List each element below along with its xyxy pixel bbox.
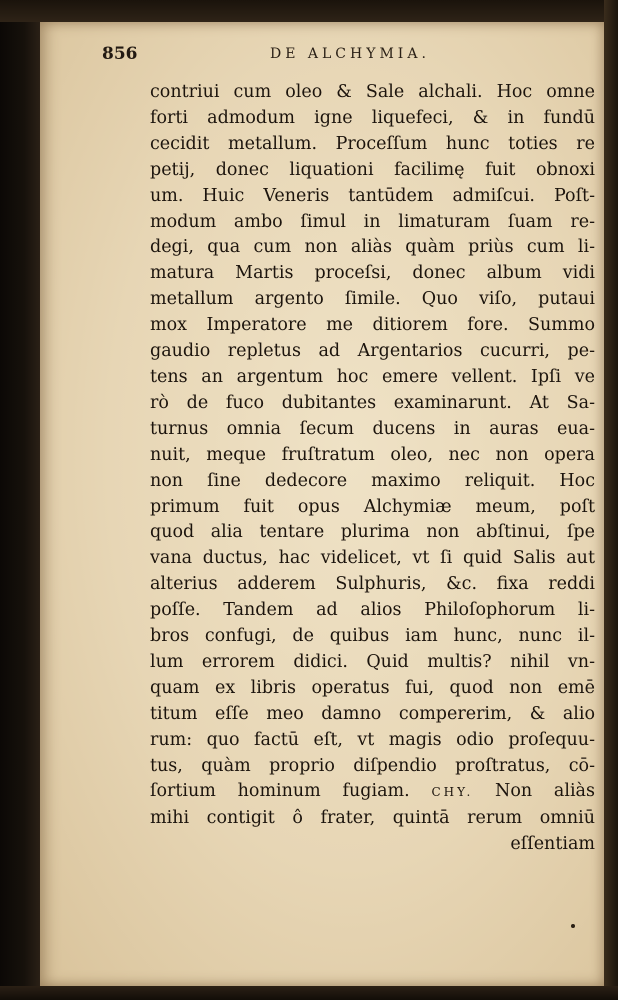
text-line: petij, donec liquationi facilimę fuit obnoxi: [150, 159, 595, 180]
text-line: um. Huic Veneris tantūdem admiſcui. Poſt-: [150, 185, 595, 206]
speaker-label: CHY.: [431, 785, 474, 800]
text-line: primum fuit opus Alchymiæ meum, poſt: [150, 496, 595, 517]
text-line: gaudio repletus ad Argentarios cucurri, pe-: [150, 341, 595, 362]
text-line: tus, quàm proprio diſpendio proſtratus, cō-: [150, 755, 595, 776]
text-line: turnus omnia ſecum ducens in auras eua-: [150, 418, 595, 439]
text-line: mox Imperatore me ditiorem fore. Summo: [150, 315, 595, 336]
text-line: matura Martis proceſsi, donec album vidi: [150, 263, 595, 284]
ink-dot: [571, 924, 575, 928]
text-line: bros confugi, de quibus iam hunc, nunc il-: [150, 626, 595, 647]
text-line: cecidit metallum. Proceſſum hunc toties re: [150, 133, 595, 154]
text-line: degi, qua cum non aliàs quàm priùs cum li-: [150, 237, 595, 258]
text-segment: ſortium hominum fugiam.: [150, 781, 410, 802]
scan-border-left: [0, 0, 40, 1000]
text-line: metallum argento ſimile. Quo viſo, putaui: [150, 289, 595, 310]
scan-border-top: [0, 0, 618, 22]
text-line: nuit, meque fruſtratum oleo, nec non opera: [150, 444, 595, 465]
text-line: mihi contigit ô frater, quintā rerum omniū: [150, 808, 595, 829]
text-line: lum errorem didici. Quid multis? nihil vn-: [150, 651, 595, 672]
text-line: modum ambo ſimul in limaturam ſuam re-: [150, 211, 595, 232]
text-line: forti admodum igne liquefeci, & in fundū: [150, 107, 595, 128]
text-line: alterius adderem Sulphuris, &c. fixa reddi: [150, 574, 595, 595]
text-line: quod alia tentare plurima non abſtinui, ſpe: [150, 522, 595, 543]
text-line: [150, 779, 595, 806]
catchword: eſſentiam: [510, 834, 595, 855]
scan-border-right: [604, 0, 618, 1000]
text-line: vana ductus, hac videlicet, vt ſi quid Salis aut: [150, 548, 595, 569]
text-line: non ſine dedecore maximo reliquit. Hoc: [150, 470, 595, 491]
text-line: rum: quo factū eſt, vt magis odio proſequu-: [150, 729, 595, 750]
text-line: rò de fuco dubitantes examinarunt. At Sa-: [150, 392, 595, 413]
text-line: quam ex libris operatus fui, quod non emē: [150, 677, 595, 698]
text-line: titum eſſe meo damno compererim, & alio: [150, 703, 595, 724]
text-segment: Non aliàs: [495, 781, 595, 802]
text-line: poſſe. Tandem ad alios Philoſophorum li-: [150, 600, 595, 621]
page-number: 856: [102, 44, 138, 64]
text-line: contriui cum oleo & Sale alchali. Hoc omne: [150, 82, 595, 102]
running-head: DE ALCHYMIA.: [270, 46, 430, 62]
text-line: tens an argentum hoc emere vellent. Ipſi ve: [150, 366, 595, 387]
body-text: [150, 80, 595, 858]
scan-border-bottom: [0, 986, 618, 1000]
